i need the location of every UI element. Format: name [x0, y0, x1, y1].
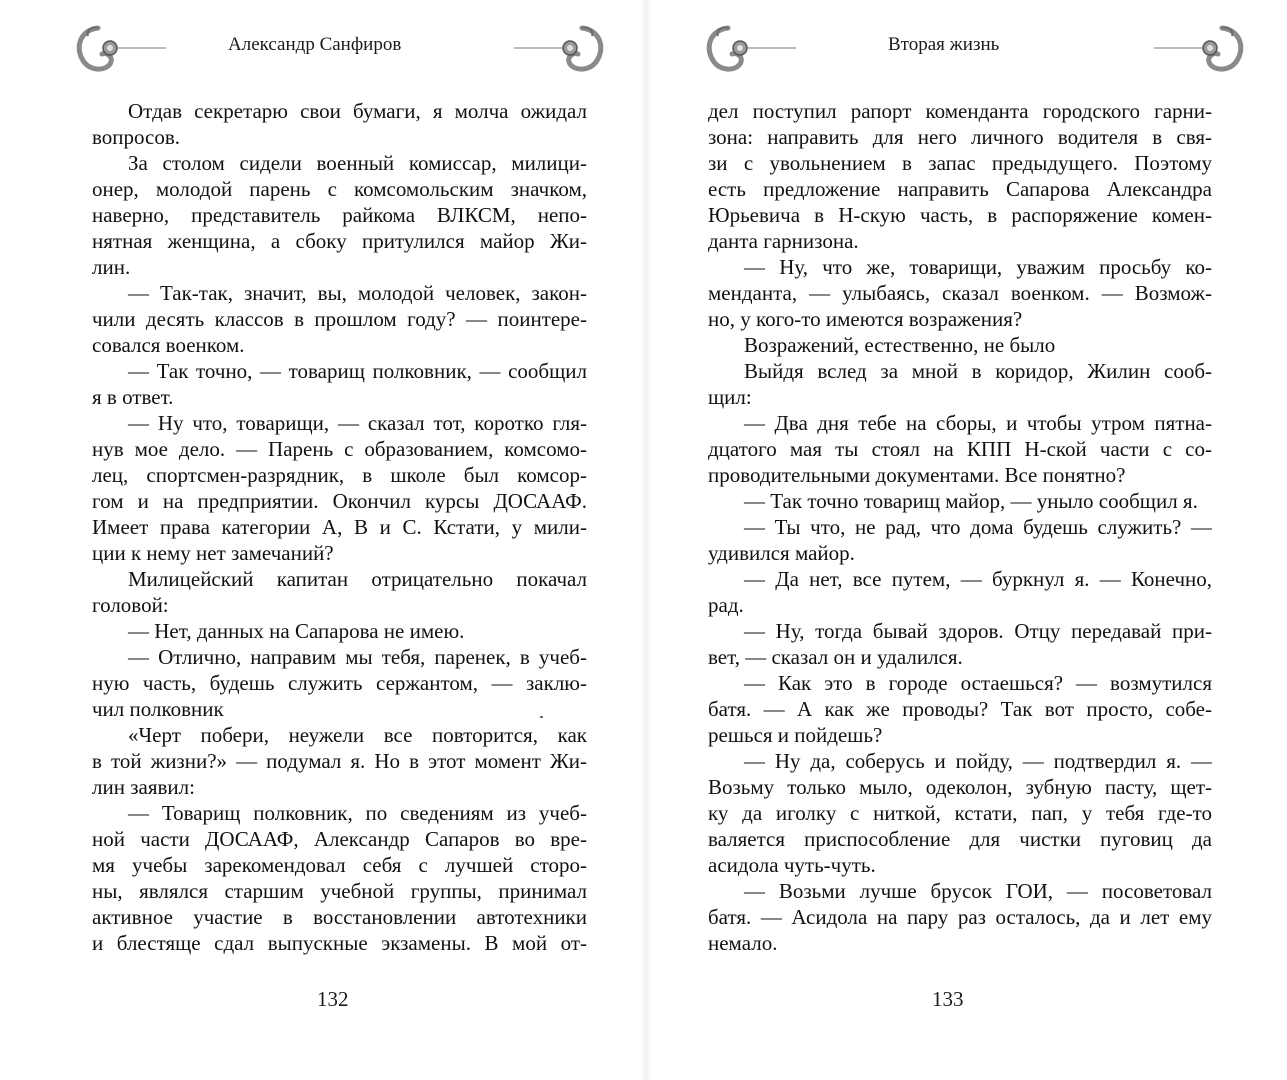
page-number-right: 133: [932, 987, 964, 1011]
ornament-right-icon: [1150, 18, 1250, 78]
text-line: совался военком.: [92, 333, 245, 357]
ornament-left-icon: [70, 18, 170, 78]
ornament-right-icon: [510, 18, 610, 78]
text-line: — Так точно товарищ майор, — уныло сообщил я.: [744, 489, 1198, 513]
running-head-author: Александр Санфиров: [228, 34, 402, 55]
text-line: — Ну да, соберусь и пойду, — подтвердил я. —: [744, 749, 1212, 773]
text-line: асидола чуть-чуть.: [708, 853, 876, 877]
text-line: Возражений, естественно, не было: [744, 333, 1056, 357]
text-line: вет, — сказал он и удалился.: [708, 645, 963, 669]
text-line: гом и на предприятии. Окончил курсы ДОСААФ.: [92, 489, 587, 513]
text-line: нув мое дело. — Парень с образованием, комсомо-: [92, 437, 587, 461]
text-line: но, у кого-то имеются возражения?: [708, 307, 1023, 331]
text-line: чил полковник: [92, 697, 224, 721]
text-line: Имеет права категории А, В и С. Кстати, у мили-: [92, 515, 587, 539]
text-line: Юрьевича в Н-скую часть, в распоряжение комен-: [708, 203, 1212, 227]
text-line: — Как это в городе остаешься? — возмутился: [744, 671, 1212, 695]
text-line: рад.: [708, 593, 744, 617]
text-line: вопросов.: [92, 125, 181, 149]
text-line: мя учебы зарекомендовал себя с лучшей сторо-: [92, 853, 587, 877]
right-page: [650, 0, 1287, 1080]
text-line: лин.: [92, 255, 131, 279]
text-line: зи с увольнением в запас предыдущего. Поэтому: [708, 151, 1212, 175]
text-line: проводительными документами. Все понятно?: [708, 463, 1126, 487]
ornament-left-icon: [700, 18, 800, 78]
text-line: Возьму только мыло, одеколон, зубную пасту, щет-: [708, 775, 1212, 799]
text-line: немало.: [708, 931, 778, 955]
text-line: — Возьми лучше брусок ГОИ, — посоветовал: [744, 879, 1212, 903]
text-line: — Ты что, не рад, что дома будешь служить? —: [744, 515, 1212, 539]
text-line: Милицейский капитан отрицательно покачал: [128, 567, 587, 591]
text-line: ную часть, будешь служить сержантом, — заклю-: [92, 671, 587, 695]
text-line: — Да нет, все путем, — буркнул я. — Конечно,: [744, 567, 1212, 591]
text-line: — Так точно, — товарищ полковник, — сообщил: [128, 359, 587, 383]
text-line: Отдав секретарю свои бумаги, я молча ожидал: [128, 99, 587, 123]
left-body-text: [92, 98, 587, 956]
page-number-left: 132: [317, 987, 349, 1011]
left-page: [0, 0, 640, 1080]
text-line: лец, спортсмен-разрядник, в школе был комсор-: [92, 463, 587, 487]
text-line: — Отлично, направим мы тебя, паренек, в учеб-: [128, 645, 587, 669]
text-line: дцатого мая ты стоял на КПП Н-ской части с со-: [708, 437, 1212, 461]
text-line: — Два дня тебе на сборы, и чтобы утром пятна-: [744, 411, 1212, 435]
text-line: чили десять классов в прошлом году? — поинтере-: [92, 307, 587, 331]
text-line: и блестяще сдал выпускные экзамены. В мой от-: [92, 931, 587, 955]
text-line: За столом сидели военный комиссар, милици-: [128, 151, 587, 175]
text-line: наверно, представитель райкома ВЛКСМ, непо-: [92, 203, 587, 227]
text-line: удивился майор.: [708, 541, 855, 565]
text-line: я в ответ.: [92, 385, 174, 409]
text-line: головой:: [92, 593, 169, 617]
text-line: решься и пойдешь?: [708, 723, 883, 747]
text-line: валяется приспособление для чистки пуговиц да: [708, 827, 1212, 851]
right-body-text: [708, 98, 1212, 956]
text-line: нятная женщина, а сбоку притулился майор Жи-: [92, 229, 587, 253]
text-line: — Так-так, значит, вы, молодой человек, закон-: [128, 281, 587, 305]
text-line: активное участие в восстановлении автотехники: [92, 905, 587, 929]
text-line: дел поступил рапорт коменданта городского гарни-: [708, 99, 1212, 123]
text-line: — Нет, данных на Сапарова не имею.: [128, 619, 465, 643]
text-line: есть предложение направить Сапарова Александра: [708, 177, 1212, 201]
text-line: данта гарнизона.: [708, 229, 859, 253]
text-line: — Ну что, товарищи, — сказал тот, коротко гля-: [128, 411, 587, 435]
text-line: ны, являлся старшим учебной группы, принимал: [92, 879, 587, 903]
text-line: менданта, — улыбаясь, сказал военком. — Возмож-: [708, 281, 1212, 305]
text-line: Выйдя вслед за мной в коридор, Жилин сооб-: [744, 359, 1212, 383]
text-line: — Товарищ полковник, по сведениям из учеб-: [128, 801, 587, 825]
print-speck: [540, 716, 543, 718]
text-line: ции к нему нет замечаний?: [92, 541, 334, 565]
running-head-title: Вторая жизнь: [888, 34, 1000, 55]
text-line: в той жизни?» — подумал я. Но в этот момент Жи-: [92, 749, 587, 773]
text-line: лин заявил:: [92, 775, 195, 799]
text-line: «Черт побери, неужели все повторится, как: [128, 723, 587, 747]
text-line: — Ну, тогда бывай здоров. Отцу передавай при-: [744, 619, 1212, 643]
text-line: батя. — Асидола на пару раз осталось, да и лет ему: [708, 905, 1212, 929]
text-line: ной части ДОСААФ, Александр Сапаров во вре-: [92, 827, 587, 851]
text-line: щил:: [708, 385, 752, 409]
text-line: зона: направить для него личного водителя в свя-: [708, 125, 1212, 149]
text-line: онер, молодой парень с комсомольским значком,: [92, 177, 587, 201]
text-line: батя. — А как же проводы? Так вот просто, собе-: [708, 697, 1212, 721]
text-line: — Ну, что же, товарищи, уважим просьбу ко-: [744, 255, 1212, 279]
text-line: ку да иголку с ниткой, кстати, пап, у тебя где-то: [708, 801, 1212, 825]
